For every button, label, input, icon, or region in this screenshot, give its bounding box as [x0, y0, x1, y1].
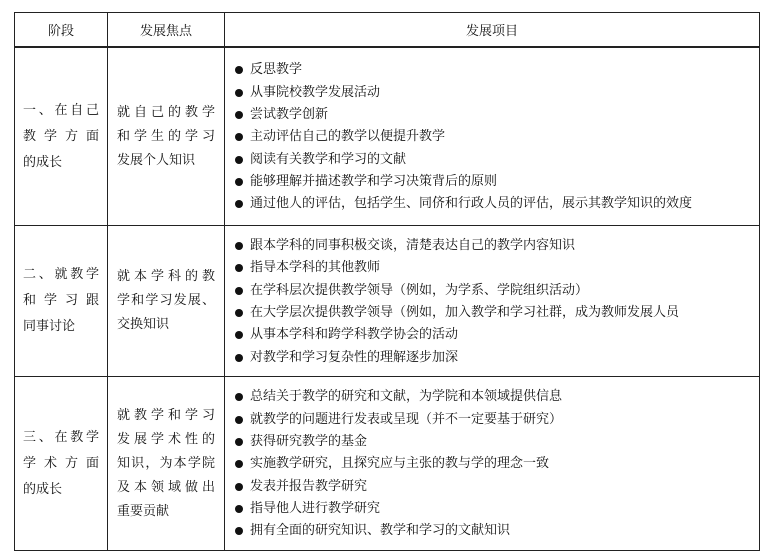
- stage-cell: [15, 226, 108, 377]
- stage-line: 一、在自己: [23, 102, 99, 118]
- focus-line: 和学生的学习: [117, 128, 215, 144]
- bullet-icon: [235, 133, 243, 141]
- focus-line: 及本领域做出: [117, 479, 215, 495]
- stage-cell: [15, 377, 108, 551]
- table-row: [15, 377, 760, 551]
- list-item: 总结关于教学的研究和文献，为学院和本领域提供信息: [234, 386, 759, 408]
- list-item: 主动评估自己的教学以便提升教学: [234, 126, 759, 148]
- development-table-container: [14, 12, 760, 551]
- table-row: [15, 226, 760, 377]
- list-item: 在大学层次提供教学领导（例如，加入教学和学习社群，成为教师发展人员: [234, 302, 759, 324]
- focus-line: 发展学术性的: [117, 431, 215, 447]
- focus-line: 重要贡献: [117, 503, 170, 519]
- bullet-icon: [235, 309, 243, 317]
- focus-line: 就自己的教学: [117, 104, 215, 120]
- bullet-icon: [235, 393, 243, 401]
- stage-line: 同事讨论: [23, 319, 76, 334]
- stage-line: 二、就教学: [23, 267, 99, 282]
- list-item: 能够理解并描述教学和学习决策背后的原则: [234, 171, 759, 193]
- list-item: 实施教学研究，且探究应与主张的教与学的理念一致: [234, 453, 759, 475]
- bullet-icon: [235, 89, 243, 97]
- items-cell: [225, 47, 760, 226]
- focus-line: 交换知识: [117, 317, 170, 332]
- bullet-icon: [235, 66, 243, 74]
- stage-line: 和 学 习 跟: [23, 293, 99, 308]
- bullet-icon: [235, 242, 243, 250]
- list-item: 获得研究教学的基金: [234, 431, 759, 453]
- items-cell: [225, 226, 760, 377]
- list-item: 阅读有关教学和学习的文献: [234, 149, 759, 171]
- focus-line: 学和学习发展、: [117, 293, 215, 308]
- stage-line: 学 术 方 面: [23, 455, 99, 471]
- table-row: [15, 47, 760, 226]
- focus-line: 就教学和学习: [117, 407, 215, 423]
- bullet-icon: [235, 331, 243, 339]
- list-item: 从事本学科和跨学科教学协会的活动: [234, 324, 759, 346]
- stage-cell: [15, 47, 108, 226]
- list-item: 反思教学: [234, 59, 759, 81]
- header-focus: 发展焦点: [108, 13, 225, 48]
- bullet-icon: [235, 505, 243, 513]
- stage-line: 三、在教学: [23, 429, 99, 445]
- bullet-icon: [235, 111, 243, 119]
- list-item: 从事院校教学发展活动: [234, 82, 759, 104]
- list-item: 尝试教学创新: [234, 104, 759, 126]
- list-item: 在学科层次提供教学领导（例如，为学系、学院组织活动）: [234, 280, 759, 302]
- list-item: 指导本学科的其他教师: [234, 257, 759, 279]
- bullet-icon: [235, 483, 243, 491]
- development-stages-table: [14, 12, 760, 551]
- focus-line: 知识，为本学院: [117, 455, 215, 471]
- list-item: 对教学和学习复杂性的理解逐步加深: [234, 347, 759, 369]
- list-item: 通过他人的评估，包括学生、同侪和行政人员的评估，展示其教学知识的效度: [234, 193, 759, 215]
- focus-cell: [108, 47, 225, 226]
- table-header-row: [15, 13, 760, 48]
- list-item: 发表并报告教学研究: [234, 476, 759, 498]
- bullet-icon: [235, 460, 243, 468]
- bullet-icon: [235, 264, 243, 272]
- header-items: 发展项目: [225, 13, 760, 48]
- stage-line: 的成长: [23, 481, 63, 497]
- list-item: 拥有全面的研究知识、教学和学习的文献知识: [234, 520, 759, 542]
- bullet-icon: [235, 287, 243, 295]
- header-stage: 阶段: [15, 13, 108, 48]
- bullet-icon: [235, 200, 243, 208]
- items-cell: [225, 377, 760, 551]
- items-list: [225, 378, 759, 548]
- bullet-icon: [235, 156, 243, 164]
- stage-line: 的成长: [23, 154, 63, 170]
- bullet-icon: [235, 438, 243, 446]
- bullet-icon: [235, 416, 243, 424]
- focus-cell: [108, 226, 225, 377]
- list-item: 指导他人进行教学研究: [234, 498, 759, 520]
- bullet-icon: [235, 527, 243, 535]
- items-list: [225, 51, 759, 221]
- focus-cell: [108, 377, 225, 551]
- focus-line: 发展个人知识: [117, 152, 196, 168]
- list-item: 跟本学科的同事积极交谈，清楚表达自己的教学内容知识: [234, 235, 759, 257]
- stage-line: 教 学 方 面: [23, 128, 99, 144]
- bullet-icon: [235, 354, 243, 362]
- focus-line: 就本学科的教: [117, 269, 215, 284]
- bullet-icon: [235, 178, 243, 186]
- items-list: [225, 227, 759, 375]
- list-item: 就教学的问题进行发表或呈现（并不一定要基于研究）: [234, 409, 759, 431]
